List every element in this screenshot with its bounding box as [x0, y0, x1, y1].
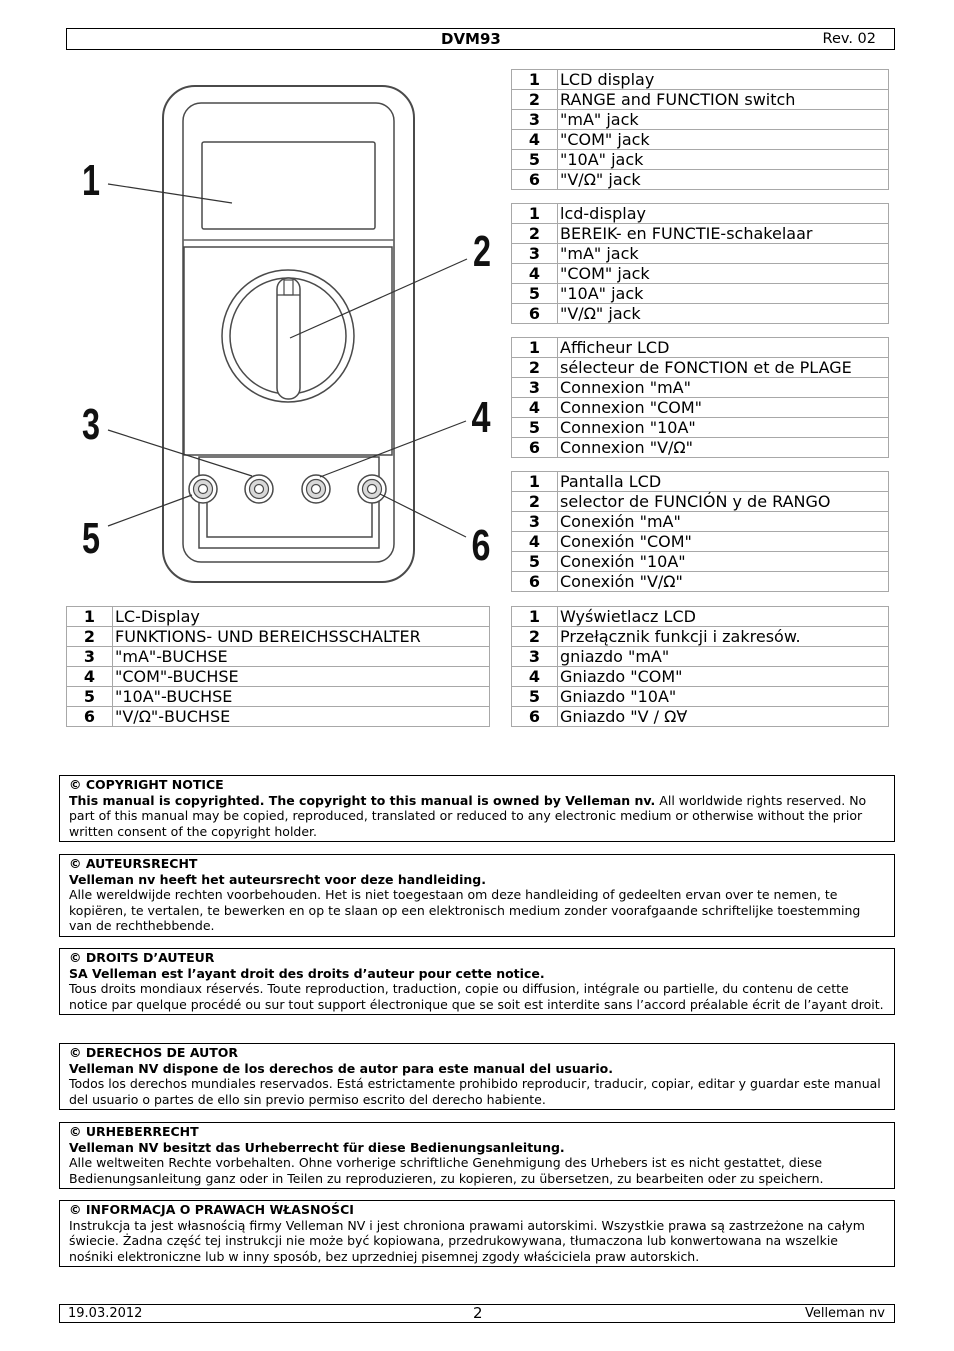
legend-text: "10A" jack [558, 150, 889, 170]
legend-row [67, 627, 490, 647]
legend-row [67, 667, 490, 687]
copyright-lead: Velleman NV dispone de los derechos de autor para este manual del usuario. [69, 1060, 613, 1076]
legend-text: Gniazdo "COM" [558, 667, 889, 687]
legend-number: 3 [512, 244, 558, 264]
jack-com [302, 475, 330, 503]
legend-row [512, 90, 889, 110]
legend-number: 5 [512, 284, 558, 304]
legend-number: 6 [512, 170, 558, 190]
legend-number: 2 [512, 224, 558, 244]
legend-text: Connexion "mA" [558, 378, 889, 398]
footer-company: Velleman nv [804, 1306, 885, 1321]
legend-number: 6 [512, 304, 558, 324]
legend-row [512, 264, 889, 284]
copyright-heading: © URHEBERRECHT [69, 1124, 199, 1139]
legend-text: "10A"-BUCHSE [113, 687, 490, 707]
copyright-body: All worldwide rights reserved. No part of this manual may be copied, reproduced, translated or reduced to any electronic medium or otherwise without the prior written consent of the copyright holder. [69, 792, 867, 839]
legend-text: "COM"-BUCHSE [113, 667, 490, 687]
multimeter-diagram [60, 70, 500, 590]
legend-number: 4 [67, 667, 113, 687]
legend-row [512, 110, 889, 130]
legend-row [512, 512, 889, 532]
legend-text: Connexion "10A" [558, 418, 889, 438]
legend-row [512, 150, 889, 170]
legend-number: 1 [512, 472, 558, 492]
legend-row [512, 398, 889, 418]
legend-table-pl [511, 606, 889, 727]
callout-3: 3 [82, 400, 100, 449]
footer-date: 19.03.2012 [68, 1306, 143, 1321]
legend-row [512, 607, 889, 627]
legend-row [512, 647, 889, 667]
legend-row [512, 70, 889, 90]
legend-number: 2 [67, 627, 113, 647]
legend-text: Connexion "COM" [558, 398, 889, 418]
legend-number: 6 [512, 572, 558, 592]
legend-number: 4 [512, 264, 558, 284]
legend-row [512, 627, 889, 647]
legend-number: 4 [512, 398, 558, 418]
legend-text: selector de FUNCIÓN y de RANGO [558, 492, 889, 512]
legend-text: "COM" jack [558, 130, 889, 150]
legend-row [67, 607, 490, 627]
legend-number: 4 [512, 532, 558, 552]
legend-text: "10A" jack [558, 284, 889, 304]
legend-row [67, 647, 490, 667]
legend-number: 6 [512, 707, 558, 727]
legend-text: Wyświetlacz LCD [558, 607, 889, 627]
legend-number: 1 [512, 338, 558, 358]
legend-text: "mA" jack [558, 244, 889, 264]
legend-table-de [66, 606, 490, 727]
legend-row [512, 418, 889, 438]
legend-number: 3 [512, 647, 558, 667]
copyright-notice-es [59, 1043, 895, 1110]
page-header [66, 28, 895, 50]
legend-number: 1 [512, 70, 558, 90]
page-number: 2 [473, 1304, 483, 1322]
legend-row [512, 130, 889, 150]
copyright-body: Todos los derechos mundiales reservados. Está estrictamente prohibido reproducir, traducir, copiar, editar y guardar este manual del usuario o partes de ello sin previo permiso escrito del derecho habiente. [69, 1076, 881, 1107]
copyright-lead: Velleman nv heeft het auteursrecht voor deze handleiding. [69, 871, 486, 887]
legend-row [512, 707, 889, 727]
legend-row [512, 284, 889, 304]
legend-text: Conexión "mA" [558, 512, 889, 532]
legend-table-es [511, 471, 889, 592]
legend-text: "V/Ω"-BUCHSE [113, 707, 490, 727]
jack-10a [189, 475, 217, 503]
legend-table-fr [511, 337, 889, 458]
legend-number: 3 [67, 647, 113, 667]
legend-row [512, 304, 889, 324]
jack-v-ohm [358, 475, 386, 503]
legend-text: sélecteur de FONCTION et de PLAGE [558, 358, 889, 378]
legend-text: BEREIK- en FUNCTIE-schakelaar [558, 224, 889, 244]
legend-text: "V/Ω" jack [558, 170, 889, 190]
legend-text: Gniazdo "10A" [558, 687, 889, 707]
copyright-body: Tous droits mondiaux réservés. Toute reproduction, traduction, copie ou diffusion, intégrale ou partielle, du contenu de cette notice par quelque procédé ou sur tout support électronique que se soit est interdite sans l’accord préalable écrit de l’ayant droit. [69, 981, 884, 1012]
copyright-notice-de [59, 1122, 895, 1189]
legend-text: lcd-display [558, 204, 889, 224]
legend-number: 5 [67, 687, 113, 707]
legend-row [512, 532, 889, 552]
legend-text: Przełącznik funkcji i zakresów. [558, 627, 889, 647]
lcd-window [202, 142, 375, 229]
copyright-notice-fr [59, 948, 895, 1015]
legend-row [512, 378, 889, 398]
copyright-heading: © COPYRIGHT NOTICE [69, 777, 224, 792]
callout-4: 4 [471, 393, 491, 442]
legend-text: "mA"-BUCHSE [113, 647, 490, 667]
legend-text: Conexión "10A" [558, 552, 889, 572]
legend-number: 5 [512, 150, 558, 170]
callout-1: 1 [82, 156, 100, 205]
legend-text: "V/Ω" jack [558, 304, 889, 324]
copyright-notice-en [59, 775, 895, 842]
legend-number: 1 [512, 607, 558, 627]
legend-number: 5 [512, 552, 558, 572]
legend-number: 3 [512, 110, 558, 130]
legend-row [512, 687, 889, 707]
copyright-heading: © DROITS D’AUTEUR [69, 950, 215, 965]
legend-table-nl [511, 203, 889, 324]
legend-text: "mA" jack [558, 110, 889, 130]
copyright-lead: SA Velleman est l’ayant droit des droits d’auteur pour cette notice. [69, 965, 545, 981]
legend-number: 4 [512, 667, 558, 687]
callout-6: 6 [471, 521, 491, 570]
legend-row [512, 358, 889, 378]
legend-text: Conexión "COM" [558, 532, 889, 552]
legend-text: RANGE and FUNCTION switch [558, 90, 889, 110]
copyright-text [69, 793, 885, 840]
copyright-body: Alle weltweiten Rechte vorbehalten. Ohne vorherige schriftliche Genehmigung des Urhebers ist es nicht gestattet, diese Bedienungsanleitung ganz oder in Teilen zu reproduzieren, zu kopieren, zu übersetzen, zu bearbeiten oder zu speichern. [69, 1155, 824, 1186]
legend-row [512, 224, 889, 244]
legend-number: 3 [512, 378, 558, 398]
legend-text: Connexion "V/Ω" [558, 438, 889, 458]
legend-text: FUNKTIONS- UND BEREICHSSCHALTER [113, 627, 490, 647]
legend-number: 2 [512, 627, 558, 647]
legend-row [512, 438, 889, 458]
copyright-body: Alle wereldwijde rechten voorbehouden. Het is niet toegestaan om deze handleiding of gedeelten ervan over te nemen, te kopiëren, te vertalen, te bewerken en op te slaan op een elektronisch medium zonder voorafgaande schriftelijke toestemming van de rechthebbende. [69, 887, 861, 934]
legend-row [512, 572, 889, 592]
legend-table-en [511, 69, 889, 190]
legend-text: LC-Display [113, 607, 490, 627]
legend-text: Conexión "V/Ω" [558, 572, 889, 592]
document-title: DVM93 [441, 30, 501, 48]
legend-row [67, 687, 490, 707]
legend-number: 4 [512, 130, 558, 150]
legend-row [512, 170, 889, 190]
copyright-lead: Velleman NV besitzt das Urheberrecht für diese Bedienungsanleitung. [69, 1139, 565, 1155]
copyright-notice-nl [59, 854, 895, 937]
legend-text: Afficheur LCD [558, 338, 889, 358]
legend-number: 1 [512, 204, 558, 224]
copyright-lead: This manual is copyrighted. The copyright to this manual is owned by Velleman nv. [69, 792, 656, 808]
legend-text: Gniazdo "V / Ω∀ [558, 707, 889, 727]
legend-row [512, 338, 889, 358]
copyright-body: Instrukcja ta jest własnością firmy Velleman NV i jest chroniona prawami autorskimi. Wszystkie prawa są zastrzeżone na całym świecie. Żadna część tej instrukcji nie może być kopiowana, przedrukowywana, tłumaczona lub konwertowana na wszelkie nośniki elektroniczne lub w inny sposób, bez uprzedniej pisemnej zgody właściciela praw autorskich. [69, 1217, 865, 1264]
legend-number: 1 [67, 607, 113, 627]
legend-number: 6 [67, 707, 113, 727]
legend-row [512, 552, 889, 572]
legend-row [512, 204, 889, 224]
page-footer [59, 1304, 895, 1323]
copyright-notice-pl [59, 1200, 895, 1267]
dial-knob [277, 278, 300, 399]
legend-number: 6 [512, 438, 558, 458]
callout-5: 5 [82, 514, 100, 563]
legend-row [67, 707, 490, 727]
legend-number: 5 [512, 418, 558, 438]
legend-number: 3 [512, 512, 558, 532]
legend-number: 5 [512, 687, 558, 707]
legend-text: Pantalla LCD [558, 472, 889, 492]
legend-row [512, 244, 889, 264]
jack-ma [245, 475, 273, 503]
callout-2: 2 [473, 227, 491, 276]
legend-text: "COM" jack [558, 264, 889, 284]
copyright-heading: © DERECHOS DE AUTOR [69, 1045, 239, 1060]
legend-number: 2 [512, 90, 558, 110]
copyright-heading: © INFORMACJA O PRAWACH WŁASNOŚCI [69, 1202, 354, 1217]
legend-number: 2 [512, 492, 558, 512]
legend-row [512, 472, 889, 492]
legend-row [512, 492, 889, 512]
legend-text: LCD display [558, 70, 889, 90]
legend-row [512, 667, 889, 687]
copyright-heading: © AUTEURSRECHT [69, 856, 198, 871]
legend-text: gniazdo "mA" [558, 647, 889, 667]
legend-number: 2 [512, 358, 558, 378]
revision-label: Rev. 02 [822, 31, 876, 47]
